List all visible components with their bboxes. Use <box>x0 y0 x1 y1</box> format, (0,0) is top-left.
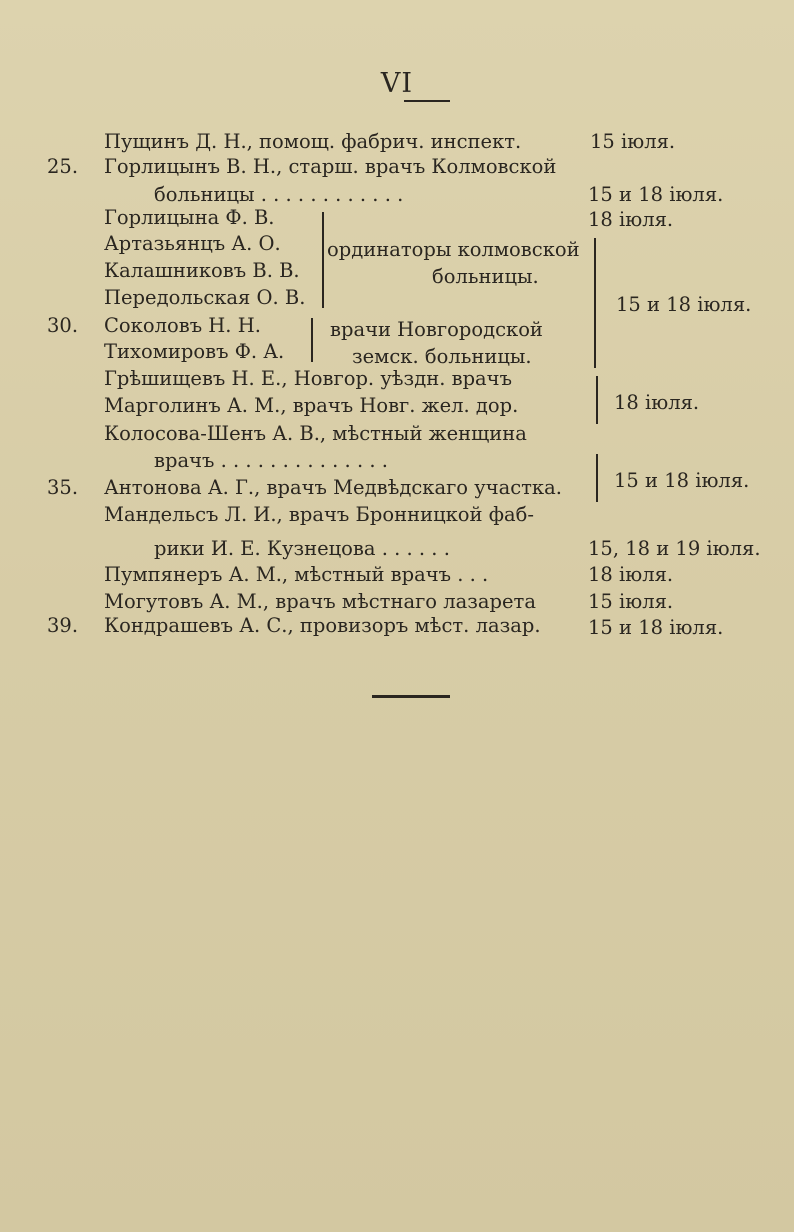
brace-right <box>594 238 596 368</box>
brace-left <box>311 318 313 362</box>
entry-name: Марголинъ А. М., врачъ Новг. жел. дор. <box>104 394 519 417</box>
entry-name: Антонова А. Г., врачъ Медвѣдскаго участка. <box>104 476 562 499</box>
entry-name: Передольская О. В. <box>104 286 306 309</box>
entry-name: Тихомировъ Ф. А. <box>104 340 285 363</box>
entry-date: 18 іюля. <box>588 563 674 586</box>
group-date: 18 іюля. <box>614 391 700 414</box>
entry-name: Пущинъ Д. Н., помощ. фабрич. инспект. <box>104 130 522 153</box>
entry-name-continued: врачъ . . . . . . . . . . . . . . <box>154 449 388 472</box>
entry-date: 15, 18 и 19 іюля. <box>588 537 761 560</box>
entry-name: Горлицынъ В. Н., старш. врачъ Колмовской <box>104 155 557 178</box>
group-note: врачи Новгородской <box>330 318 543 341</box>
entry-date: 15 и 18 іюля. <box>588 183 724 206</box>
group-date: 15 и 18 іюля. <box>614 469 750 492</box>
group-note: земск. больницы. <box>352 345 532 368</box>
page-number: VI <box>380 68 414 99</box>
brace-right <box>596 454 598 502</box>
entry-name-continued: рики И. Е. Кузнецова . . . . . . <box>154 537 450 560</box>
header-rule <box>404 100 450 102</box>
brace-right <box>596 376 598 424</box>
entry-name: Могутовъ А. М., врачъ мѣстнаго лазарета <box>104 590 536 613</box>
entry-date: 15 и 18 іюля. <box>588 616 724 639</box>
entry-name: Кондрашевъ А. С., провизоръ мѣст. лазар. <box>104 614 541 637</box>
group-note: ординаторы колмовской <box>327 238 580 261</box>
group-note: больницы. <box>432 265 539 288</box>
entry-name: Горлицына Ф. В. <box>104 206 275 229</box>
entry-name: Калашниковъ В. В. <box>104 259 300 282</box>
entry-name-continued: больницы . . . . . . . . . . . . <box>154 183 404 206</box>
line-number-39: 39. <box>47 614 79 637</box>
group-date: 15 и 18 іюля. <box>616 293 752 316</box>
line-number-30: 30. <box>47 314 79 337</box>
entry-date: 15 іюля. <box>588 590 674 613</box>
entry-name: Пумпянеръ А. М., мѣстный врачъ . . . <box>104 563 489 586</box>
entry-name: Мандельсъ Л. И., врачъ Бронницкой фаб- <box>104 503 534 526</box>
entry-name: Соколовъ Н. Н. <box>104 314 261 337</box>
entry-date: 15 іюля. <box>590 130 676 153</box>
entry-name: Артазьянцъ А. О. <box>104 232 281 255</box>
entry-name: Колосова-Шенъ А. В., мѣстный женщина <box>104 422 527 445</box>
entry-date: 18 іюля. <box>588 208 674 231</box>
line-number-25: 25. <box>47 155 79 178</box>
closing-rule <box>372 695 450 698</box>
entry-name: Грѣшищевъ Н. Е., Новгор. уѣздн. врачъ <box>104 367 512 390</box>
line-number-35: 35. <box>47 476 79 499</box>
brace-left <box>322 212 324 308</box>
